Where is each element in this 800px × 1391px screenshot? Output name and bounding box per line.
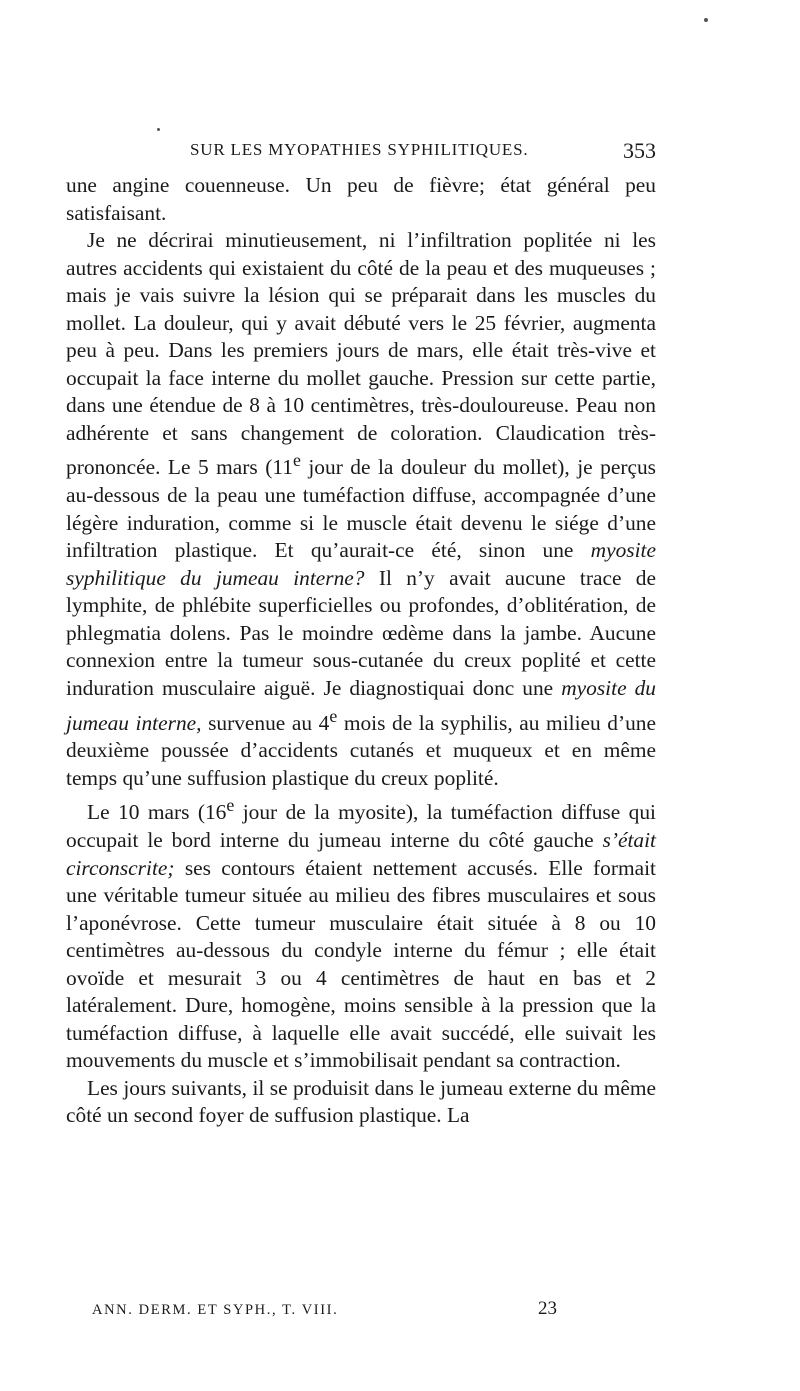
page-footer bbox=[66, 1300, 656, 1324]
paragraph-text: Je ne décrirai minutieusement, ni l’infiltration poplitée ni les autres accidents qui existaient du côté de la peau et des muqueuses ; mais je vais suivre la lésion qui se préparait dans les muscles du mollet. La douleur, qui y avait débuté vers le 25 février, augmenta peu à peu. Dans les premiers jours de mars, elle était très-vive et occupait la face interne du mollet gauche. Pression sur cette partie, dans une étendue de 8 à 10 centimètres, très-douloureuse. Peau non adhérente et sans changement de coloration. Claudication très-prononcée. Le 5 mars (11 bbox=[66, 228, 656, 480]
superscript: e bbox=[226, 795, 235, 816]
journal-signature-line: ANN. DERM. ET SYPH., T. VIII. bbox=[92, 1302, 339, 1318]
italic-term: myosite du jumeau interne, bbox=[66, 675, 656, 735]
superscript: e bbox=[292, 450, 301, 471]
paragraph-3 bbox=[66, 792, 656, 1075]
paragraph-text: mois de la syphilis, au milieu d’une deuxième poussée d’accidents cutanés et muqueux et en même temps qu’une suffusion plastique du creux poplité. bbox=[66, 710, 656, 790]
paragraph-text: jour de la douleur du mollet), je perçus au-dessous de la peau une tuméfaction diffuse, accompagnée d’une légère induration, comme si le muscle était devenu le siége d’une infiltration plastique. Et qu’aurait-ce été, sinon une bbox=[66, 455, 656, 563]
paragraph-2 bbox=[66, 227, 656, 792]
paragraph-text: Il n’y avait aucune trace de lymphite, de phlébite superficielles ou profondes, d’oblitération, de phlegmatia dolens. Pas le moindre œdème dans la jambe. Aucune connexion entre la tumeur sous-cutanée du creux poplité et cette induration musculaire aiguë. Je diagnostiquai donc une bbox=[66, 565, 656, 700]
paragraph-text: une angine couenneuse. Un peu de fièvre; état général peu satisfaisant. bbox=[66, 173, 656, 225]
italic-term: s’était circonscrite; bbox=[66, 827, 656, 880]
body-text bbox=[66, 172, 656, 1130]
gathering-signature-number: 23 bbox=[538, 1298, 557, 1319]
paragraph-text: Les jours suivants, il se produisit dans le jumeau externe du même côté un second foyer de suffusion plastique. La bbox=[66, 1075, 656, 1128]
print-speck bbox=[157, 128, 160, 131]
page-number: 353 bbox=[623, 138, 656, 163]
paragraph-text: survenue au 4 bbox=[201, 710, 330, 735]
paragraph-4 bbox=[66, 1075, 656, 1130]
paragraph-text: ses contours étaient nettement accusés. Elle formait une véritable tumeur située au milieu des fibres musculaires et sous l’aponévrose. Cette tumeur musculaire était située à 8 ou 10 centimètres au-dessous du condyle interne du fémur ; elle était ovoïde et mesurait 3 ou 4 centimètres de haut en bas et 2 latéralement. Dure, homogène, moins sensible à la pression que la tuméfaction diffuse, à laquelle elle avait succédé, elle suivait les mouvements du muscle et s’immobilisait pendant sa contraction. bbox=[66, 855, 656, 1073]
paragraph-text: Le 10 mars (16 bbox=[87, 800, 227, 825]
paragraph-text: jour de la myosite), la tuméfaction diffuse qui occupait le bord interne du jumeau interne du côté gauche bbox=[66, 800, 656, 852]
superscript: e bbox=[329, 705, 338, 726]
running-title: SUR LES MYOPATHIES SYPHILITIQUES. bbox=[190, 140, 529, 159]
print-speck bbox=[704, 18, 708, 22]
running-head bbox=[66, 140, 656, 166]
italic-term: myosite syphilitique du jumeau interne? bbox=[66, 538, 656, 590]
paragraph-1 bbox=[66, 172, 656, 227]
